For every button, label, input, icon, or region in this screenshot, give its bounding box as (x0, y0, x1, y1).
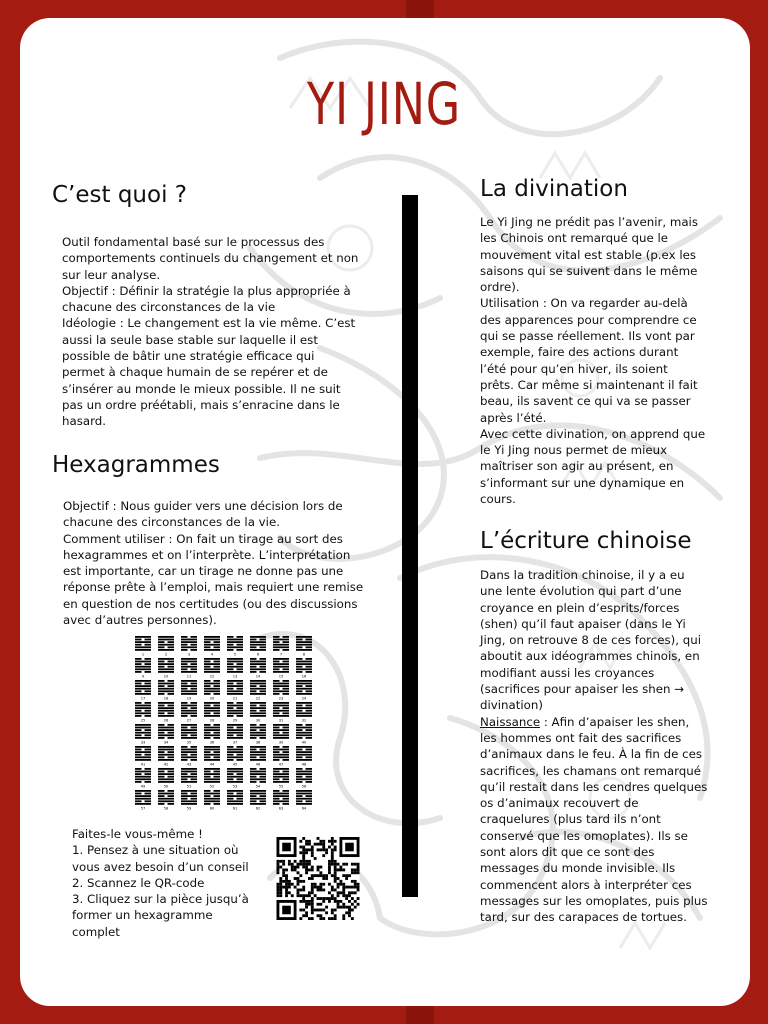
svg-text:37: 37 (232, 740, 238, 745)
svg-text:35: 35 (186, 740, 192, 745)
heading-divination: La divination (480, 176, 628, 202)
hexagram (227, 746, 243, 767)
hexagram (273, 746, 289, 767)
svg-text:21: 21 (232, 696, 238, 701)
divination-text: Le Yi Jing ne prédit pas l’avenir, mais les Chinois ont remarqué que le mouvement vital est stable (p.ex les saisons qui se suivent dans le même ordre). Utilisation : On va regarder au-delà des apparences pour comprendre ce qui se passe réellement. Ils vont par exemple, faire des actions durant l’été pour qu’en hiver, ils soient prêts. Car même si maintenant il fait beau, ils savent ce qui va se passer après l’été. Avec cette divination, on apprend que le Yi Jing nous permet de mieux maîtriser son agir au présent, en s’informant sur une dynamique en cours. (480, 215, 706, 507)
hexagram (158, 768, 174, 789)
hexagram (273, 768, 289, 789)
svg-text:9: 9 (141, 674, 145, 679)
hexagram (181, 702, 197, 723)
hexagram (296, 768, 312, 789)
svg-text:54: 54 (255, 784, 261, 789)
ecriture-text (480, 567, 720, 926)
heading-ecriture: L’écriture chinoise (480, 528, 692, 554)
svg-text:36: 36 (209, 740, 215, 745)
hexagram (135, 702, 151, 723)
hexagram (296, 790, 312, 811)
cest-quoi-text: Outil fondamental basé sur le processus des comportements continuels du changement et non sur leur analyse. Objectif : Définir la stratégie la plus appropriée à chacune des circonstances de la vie Idéologie : Le changement est la vie même. C’est aussi la seule base stable sur laquelle il est possible de bâtir une stratégie efficace qui permet à chaque humain de se repérer et de s’insérer au monde le mieux possible. Il ne suit pas un ordre préétabli, mais s’enracine dans le hasard. (62, 235, 359, 429)
hexagram (227, 724, 243, 745)
hexagram (204, 636, 220, 657)
hexagram (181, 768, 197, 789)
hexagrammes-text: Objectif : Nous guider vers une décision lors de chacune des circonstances de la vie. Comment utiliser : On fait un tirage au sort des hexagrammes et on l’interprète. L’interprétation est importante, car un tirage ne donne pas une réponse prête à l’emploi, mais requiert une remise en question de nos certitudes (ou des discussions avec d’autres personnes). (63, 499, 364, 628)
svg-text:55: 55 (278, 784, 284, 789)
hexagram (273, 636, 289, 657)
ecriture-text-part2: : Afin d’apaiser les shen, les hommes ont fait des sacrifices d’animaux dans le feu. À la fin de ces sacrifices, les chamans ont remarqué qu’il restait dans les cendres quelques os d’animaux recouvert de craquelures (plus tard ils n’ont conservé que les omoplates). Ils se sont alors dit que ce sont des messages du monde invisible. Ils commencent alors à interpréter ces messages sur les omoplates, puis plus tard, sur des carapaces de tortues. (480, 714, 708, 925)
svg-text:32: 32 (301, 718, 307, 723)
hexagram (227, 636, 243, 657)
hexagram (204, 658, 220, 679)
hexagram (135, 680, 151, 701)
qr-code[interactable] (275, 837, 361, 920)
hexagram (158, 724, 174, 745)
svg-text:38: 38 (255, 740, 261, 745)
svg-text:58: 58 (163, 806, 169, 811)
hexagram (135, 724, 151, 745)
svg-text:33: 33 (140, 740, 146, 745)
svg-text:46: 46 (255, 762, 261, 767)
svg-text:24: 24 (301, 696, 307, 701)
hexagram (135, 636, 151, 657)
hexagram (204, 724, 220, 745)
svg-text:23: 23 (278, 696, 284, 701)
svg-text:39: 39 (278, 740, 284, 745)
hexagram (158, 790, 174, 811)
svg-text:43: 43 (186, 762, 192, 767)
hexagram (273, 790, 289, 811)
ecriture-text-part1: Dans la tradition chinoise, il y a eu une lente évolution qui part d’une croyance en plein d’esprits/forces (shen) qu’il faut apaiser (dans le Yi Jing, on retrouve 8 de ces forces), qui aboutit aux idéogrammes chinois, en modifiant aussi les croyances (sacrifices pour apaiser les shen → divination) (480, 568, 702, 713)
svg-text:45: 45 (232, 762, 238, 767)
hexagram (204, 790, 220, 811)
hexagram (296, 658, 312, 679)
svg-text:2: 2 (164, 652, 168, 657)
svg-text:13: 13 (232, 674, 238, 679)
hexagram (204, 680, 220, 701)
hexagram (250, 768, 266, 789)
svg-text:61: 61 (232, 806, 238, 811)
hexagram (158, 658, 174, 679)
hexagram (296, 724, 312, 745)
svg-text:27: 27 (186, 718, 192, 723)
svg-text:49: 49 (140, 784, 146, 789)
hexagram (135, 768, 151, 789)
svg-text:11: 11 (186, 674, 192, 679)
svg-text:48: 48 (301, 762, 307, 767)
hexagram (273, 702, 289, 723)
svg-text:62: 62 (255, 806, 261, 811)
hexagram (158, 746, 174, 767)
svg-text:51: 51 (186, 784, 192, 789)
hexagram (250, 746, 266, 767)
hexagram (296, 702, 312, 723)
hexagram (204, 702, 220, 723)
svg-text:14: 14 (255, 674, 261, 679)
svg-text:47: 47 (278, 762, 284, 767)
svg-text:15: 15 (278, 674, 284, 679)
svg-text:53: 53 (232, 784, 238, 789)
hexagram (227, 768, 243, 789)
naissance-label: Naissance (480, 714, 541, 729)
svg-text:20: 20 (209, 696, 215, 701)
svg-text:40: 40 (301, 740, 307, 745)
top-strip (406, 0, 434, 18)
hexagram (181, 636, 197, 657)
hexagram (158, 636, 174, 657)
svg-text:16: 16 (301, 674, 307, 679)
svg-text:60: 60 (209, 806, 215, 811)
svg-text:18: 18 (163, 696, 169, 701)
hexagram (204, 768, 220, 789)
svg-text:56: 56 (301, 784, 307, 789)
hexagram (296, 636, 312, 657)
hexagram (227, 658, 243, 679)
hexagram (296, 680, 312, 701)
hexagram (250, 680, 266, 701)
svg-text:8: 8 (302, 652, 306, 657)
svg-text:50: 50 (163, 784, 169, 789)
svg-text:10: 10 (163, 674, 169, 679)
svg-text:6: 6 (256, 652, 260, 657)
hexagram (135, 746, 151, 767)
hexagram (135, 658, 151, 679)
hexagram (135, 790, 151, 811)
svg-text:42: 42 (163, 762, 169, 767)
svg-text:31: 31 (278, 718, 284, 723)
hexagram (227, 790, 243, 811)
svg-text:22: 22 (255, 696, 261, 701)
hexagram (250, 724, 266, 745)
svg-text:52: 52 (209, 784, 215, 789)
center-divider (402, 195, 418, 897)
svg-text:29: 29 (232, 718, 238, 723)
svg-text:64: 64 (301, 806, 307, 811)
hexagram (181, 658, 197, 679)
page-title: YI JING (307, 70, 461, 138)
svg-text:5: 5 (233, 652, 237, 657)
hexagram (273, 680, 289, 701)
hexagram-chart (135, 636, 315, 812)
svg-text:44: 44 (209, 762, 215, 767)
svg-text:19: 19 (186, 696, 192, 701)
svg-text:63: 63 (278, 806, 284, 811)
hexagram (158, 680, 174, 701)
hexagram (158, 702, 174, 723)
hexagram (273, 724, 289, 745)
hexagram (250, 636, 266, 657)
heading-hexagrammes: Hexagrammes (52, 452, 220, 478)
hexagram (227, 702, 243, 723)
svg-text:12: 12 (209, 674, 215, 679)
svg-text:4: 4 (210, 652, 214, 657)
svg-text:1: 1 (141, 652, 145, 657)
hexagram (227, 680, 243, 701)
svg-text:25: 25 (140, 718, 146, 723)
hexagram (181, 724, 197, 745)
heading-cest-quoi: C’est quoi ? (52, 182, 187, 208)
svg-text:26: 26 (163, 718, 169, 723)
svg-text:7: 7 (279, 652, 283, 657)
hexagram (250, 658, 266, 679)
bottom-strip (406, 1006, 434, 1024)
hexagram (181, 680, 197, 701)
svg-text:28: 28 (209, 718, 215, 723)
hexagram (296, 746, 312, 767)
svg-text:57: 57 (140, 806, 146, 811)
svg-text:3: 3 (187, 652, 191, 657)
svg-text:41: 41 (140, 762, 146, 767)
svg-text:59: 59 (186, 806, 192, 811)
hexagram (250, 790, 266, 811)
faites-text: Faites-le vous-même ! 1. Pensez à une situation où vous avez besoin d’un conseil 2. Scannez le QR-code 3. Cliquez sur la pièce jusqu’à former un hexagramme complet (72, 827, 249, 939)
svg-text:34: 34 (163, 740, 169, 745)
hexagram (250, 702, 266, 723)
svg-text:17: 17 (140, 696, 146, 701)
hexagram (181, 746, 197, 767)
svg-text:30: 30 (255, 718, 261, 723)
hexagram (273, 658, 289, 679)
hexagram (204, 746, 220, 767)
hexagram (181, 790, 197, 811)
